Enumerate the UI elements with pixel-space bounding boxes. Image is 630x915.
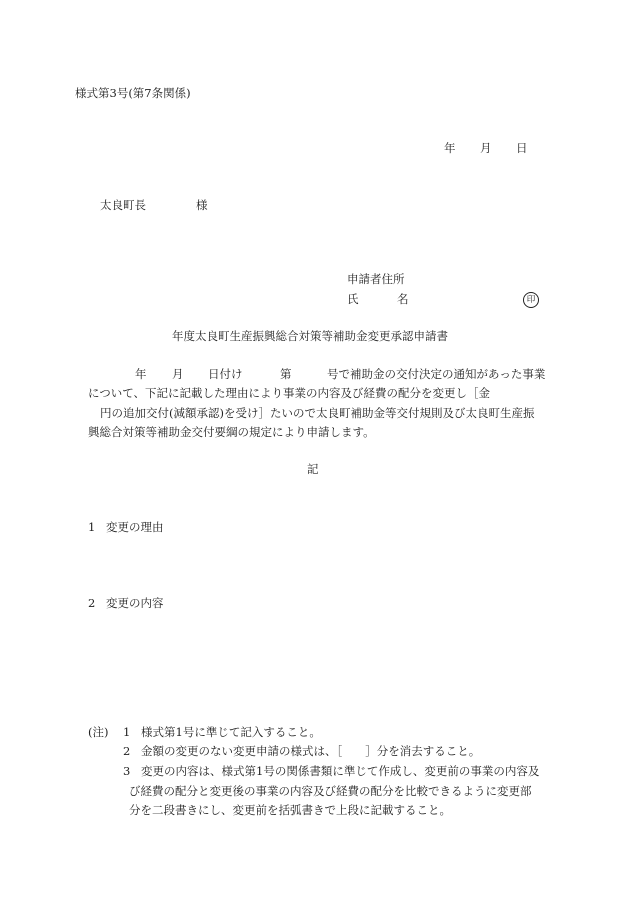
recipient-honorific: 様 — [196, 198, 208, 212]
note-1-number: 1 — [123, 725, 131, 739]
applicant-name-label-2: 名 — [397, 292, 409, 306]
note-3-line1: 変更の内容は、様式第1号の関係書類に準じて作成し、変更前の事業の内容及 — [141, 764, 540, 778]
date-month: 月 — [480, 141, 492, 155]
note-2-text: 金額の変更のない変更申請の様式は、［ ］分を消去すること。 — [141, 744, 481, 758]
body-year: 年 — [135, 367, 147, 381]
note-2-number: 2 — [123, 744, 131, 758]
notes-label: (注) — [88, 725, 109, 739]
section-1-number: 1 — [88, 520, 96, 534]
section-1-label: 変更の理由 — [106, 520, 164, 534]
body-date: 日付け — [208, 367, 243, 381]
seal-icon: 印 — [523, 292, 539, 308]
note-1-text: 様式第1号に準じて記入すること。 — [141, 725, 321, 739]
section-2-number: 2 — [88, 596, 96, 610]
recipient-name: 太良町長 — [100, 198, 146, 212]
ki-mark: 記 — [307, 462, 319, 476]
date-day: 日 — [516, 141, 528, 155]
body-line3: 円の追加交付(減額承認)を受け］たいので太良町補助金等交付規則及び太良町生産振 — [100, 406, 535, 420]
body-month: 月 — [172, 367, 184, 381]
note-3-number: 3 — [123, 764, 131, 778]
form-number: 様式第3号(第7条関係) — [75, 86, 191, 100]
applicant-name-label-1: 氏 — [347, 292, 359, 306]
date-year: 年 — [444, 141, 456, 155]
applicant-address-label: 申請者住所 — [347, 272, 405, 286]
body-line1-rest: 号で補助金の交付決定の通知があった事業 — [327, 367, 546, 381]
note-3-line3: 分を二段書きにし、変更前を括弧書きで上段に記載すること。 — [129, 803, 451, 817]
body-line2: について、下記に記載した理由により事業の内容及び経費の配分を変更し［金 — [88, 386, 491, 400]
body-number: 第 — [280, 367, 292, 381]
note-3-line2: び経費の配分と変更後の事業の内容及び経費の配分を比較できるように変更部 — [129, 784, 532, 798]
section-2-label: 変更の内容 — [106, 596, 164, 610]
body-line4: 興総合対策等補助金交付要綱の規定により申請します。 — [88, 425, 375, 439]
document-title: 年度太良町生産振興総合対策等補助金変更承認申請書 — [172, 329, 448, 343]
